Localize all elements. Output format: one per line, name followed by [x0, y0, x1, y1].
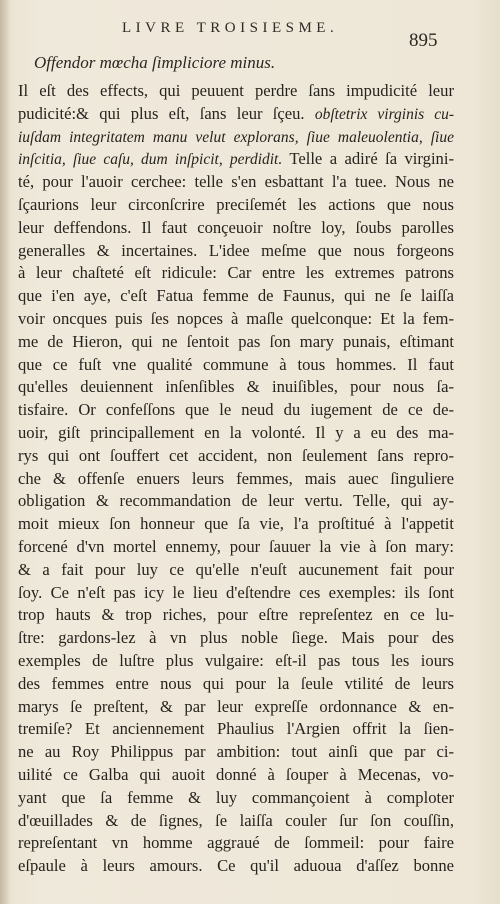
text-line — [18, 673, 454, 696]
text-segment: ſoy. Ce n'eſt pas icy le lieu d'eſtendre ces exemples: ils ſont — [18, 582, 454, 602]
text-segment: tisfaire. Or confeſſons que le neud du iugement de ce de- — [18, 400, 454, 420]
text-line — [18, 285, 454, 308]
text-segment: forcené d'vn mortel ennemy, pour ſauuer la vie à ſon mary: — [18, 536, 454, 556]
text-line — [18, 604, 454, 627]
text-line — [18, 787, 454, 810]
text-line — [18, 718, 454, 741]
text-segment: des femmes entre nous qui pour la ſeule vtilité de leurs — [18, 673, 454, 693]
text-line — [18, 217, 454, 240]
text-line — [18, 513, 454, 536]
text-segment: tremiſe? Et anciennement Phaulius l'Argien offrit la ſien- — [18, 719, 454, 739]
text-line — [18, 855, 454, 878]
italic-latin-segment: obſtetrix virginis cu- — [314, 105, 454, 123]
text-segment: uilité ce Galba qui auoit donné à ſouper à Mecenas, vo- — [18, 764, 454, 784]
text-segment: eſpaule à leurs amours. Ce qu'il aduoua d'aſſez bonne — [18, 856, 454, 876]
text-segment: té, pour l'auoir cerchee: telle s'en esbattant l'a tuee. Nous ne — [18, 172, 454, 192]
text-segment: voir oncques puis ſes nopces à maſle quelconque: Et la fem- — [18, 308, 454, 328]
text-segment: ſçaurions leur circonſcrire preciſemét les actions que nous — [18, 194, 454, 214]
marginal-quotation: Offendor mœcha ſimpliciore minus. — [34, 53, 276, 72]
text-segment: trop hauts & trop riches, pour eſtre repreſentez en ce lu- — [18, 605, 454, 625]
text-segment: che & offenſe enuers leurs femmes, mais auec ſinguliere — [18, 468, 454, 488]
text-line — [18, 354, 454, 377]
text-segment: uoir, giſt principallement en la volonté. Il y a eu des ma- — [18, 422, 454, 442]
running-title: LIVRE TROISIESME. — [122, 20, 339, 36]
body-text — [18, 80, 454, 878]
text-line — [18, 627, 454, 650]
text-segment: pudicité:& qui plus eſt, ſans leur ſçeu. — [18, 103, 315, 123]
text-line — [18, 376, 454, 399]
page-number: 895 — [409, 30, 438, 51]
text-line — [18, 422, 454, 445]
text-segment: repreſentant vn homme aggraué de ſommeil: pour faire — [18, 833, 454, 853]
text-segment: moit mieux ſon honneur que ſa vie, l'a proſtitué à l'appetit — [18, 514, 454, 534]
text-segment: ne au Roy Philippus par ambition: tout ainſi que par ci- — [18, 742, 454, 762]
text-segment: yant que ſa femme & luy commançoient à comploter — [18, 787, 454, 807]
text-line — [18, 445, 454, 468]
text-segment: que i'en aye, c'eſt Fatua femme de Faunus, qui ne ſe laiſſa — [18, 286, 454, 306]
text-line — [18, 536, 454, 559]
text-line — [18, 148, 454, 171]
text-line — [18, 262, 454, 285]
text-segment: & a fait pour luy ce qu'elle n'euſt aucunement fait pour — [18, 559, 454, 579]
text-line — [18, 240, 454, 263]
text-line — [18, 764, 454, 787]
text-segment: qu'elles deuiennent inſenſibles & inuiſibles, pour nous ſa- — [18, 377, 454, 397]
text-line — [18, 171, 454, 194]
text-segment: à leur chaſteté eſt ridicule: Car entre les extremes patrons — [18, 263, 454, 283]
text-segment: marys ſe preſtent, & par leur expreſſe ordonnance & en- — [18, 696, 454, 716]
text-line — [18, 490, 454, 513]
text-line — [18, 696, 454, 719]
text-segment: d'œuillades & de ſignes, ſe laiſſa couler ſur ſon couſſin, — [18, 810, 454, 830]
text-line — [18, 308, 454, 331]
text-segment: Telle a adiré ſa virgini- — [282, 149, 454, 169]
text-line — [18, 468, 454, 491]
text-segment: que ce fuſt vne qualité commune à tous hommes. Il faut — [18, 354, 454, 374]
text-segment: leur deffendons. Il faut conçeuoir noſtre loy, ſoubs parolles — [18, 217, 454, 237]
text-line — [18, 810, 454, 833]
text-segment: Il eſt des effects, qui peuuent perdre ſans impudicité leur — [18, 81, 454, 100]
text-segment: generalles & incertaines. L'idee meſme que nous forgeons — [18, 240, 454, 260]
text-segment: me de Hieron, qui ne ſentoit pas ſon mary punais, eſtimant — [18, 331, 454, 351]
text-line — [18, 559, 454, 582]
text-segment: exemples de luſtre plus vulgaire: eſt-il pas tous les iours — [18, 650, 454, 670]
text-line — [18, 582, 454, 605]
gutter-shadow — [0, 0, 10, 904]
text-line — [18, 832, 454, 855]
text-line — [18, 331, 454, 354]
text-line — [18, 650, 454, 673]
text-line — [18, 194, 454, 217]
text-line — [18, 741, 454, 764]
text-segment: rys qui ont ſouffert cet accident, non ſeulement ſans repro- — [18, 445, 454, 465]
text-segment: ſtre: gardons-lez à vn plus noble ſiege. Mais pour des — [18, 628, 454, 648]
text-line — [18, 126, 454, 149]
text-line — [18, 80, 454, 103]
text-line — [18, 103, 454, 126]
text-segment: obligation & recommandation de leur vertu. Telle, qui ay- — [18, 491, 454, 511]
text-line — [18, 399, 454, 422]
italic-latin-segment: iuſdam integritatem manu velut explorans, ſiue maleuolentia, ſiue — [18, 128, 454, 146]
italic-latin-segment: inſcitia, ſiue caſu, dum inſpicit, perdidit. — [18, 151, 283, 169]
